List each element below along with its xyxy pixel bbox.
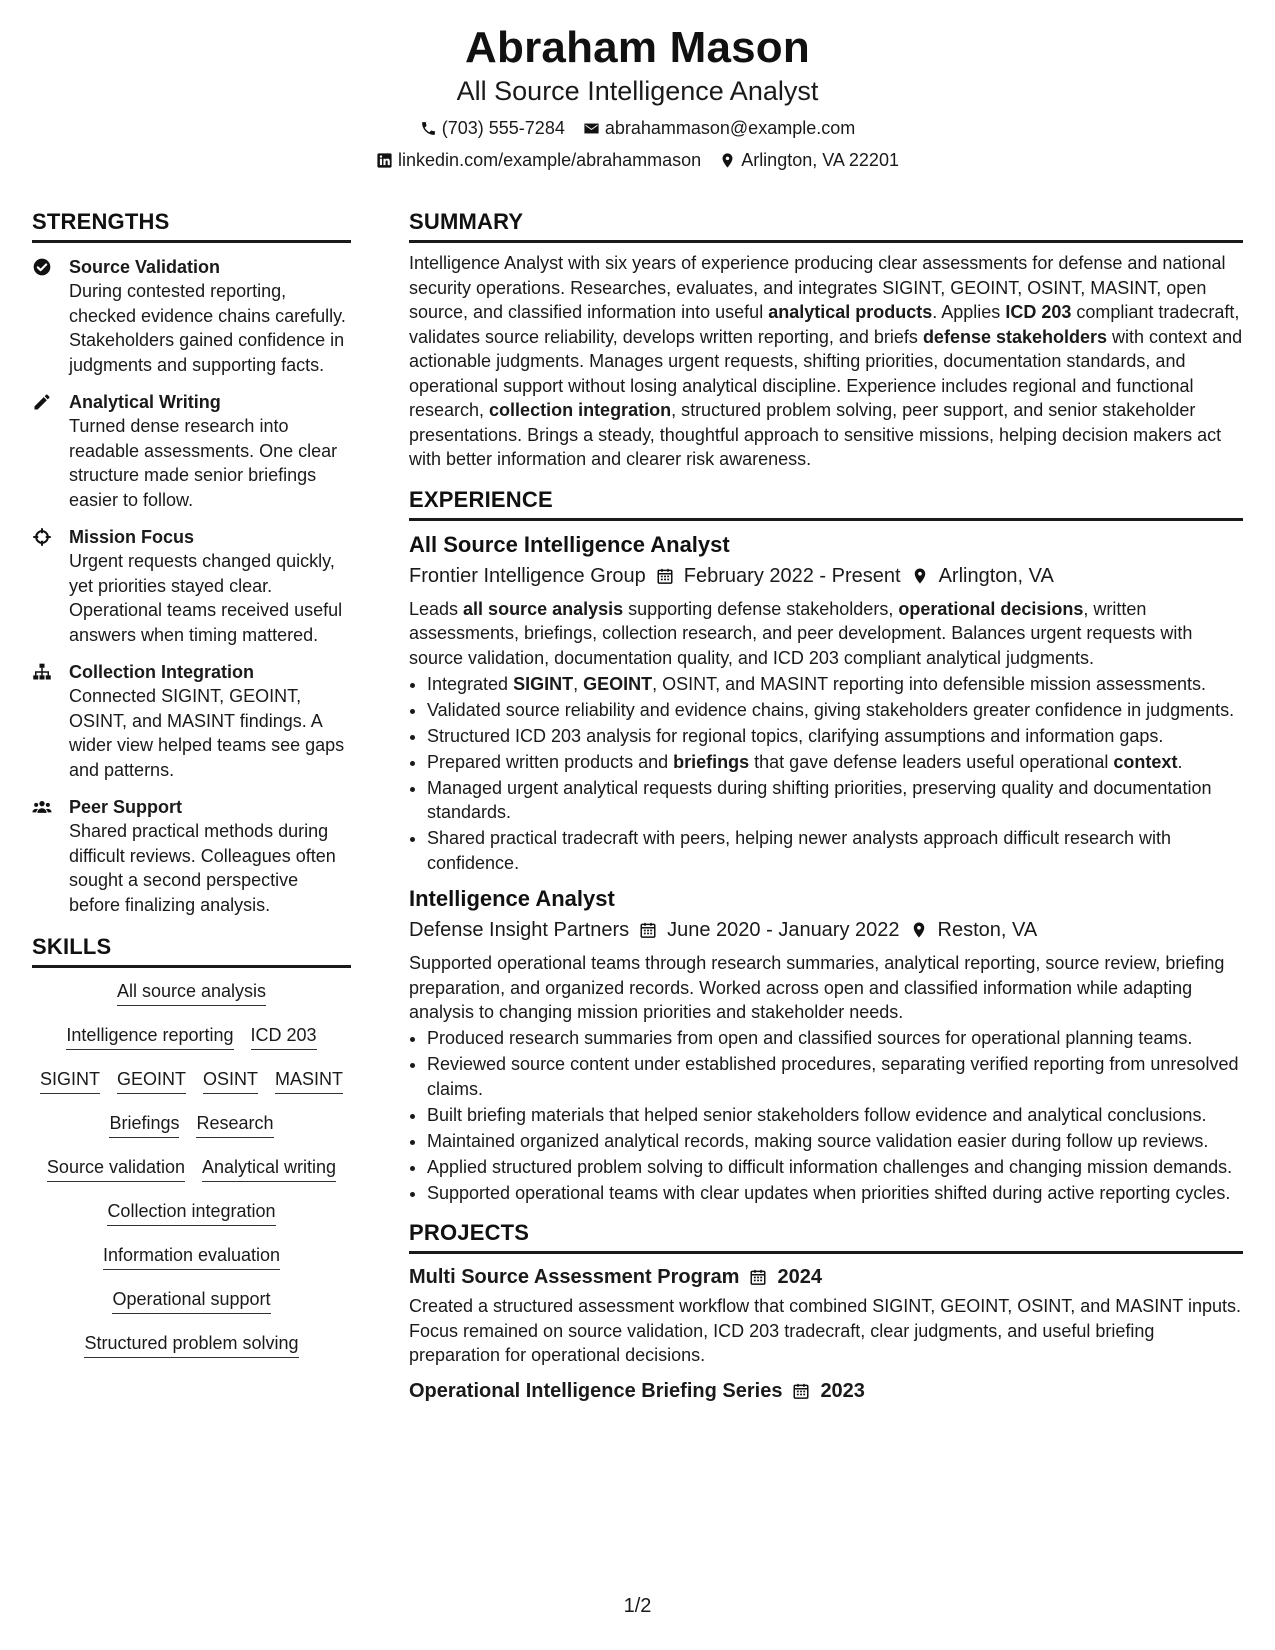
- job-entry: [409, 531, 1243, 876]
- skills-list: [32, 980, 351, 1358]
- bullet-item: [427, 1155, 1243, 1180]
- projects-heading: PROJECTS: [409, 1220, 530, 1245]
- skill-tag: Structured problem solving: [84, 1332, 298, 1358]
- project-name: Multi Source Assessment Program: [409, 1266, 740, 1288]
- project-name: Operational Intelligence Briefing Series: [409, 1379, 783, 1402]
- bold-text: briefings: [673, 751, 750, 772]
- bullet-item: [427, 1129, 1243, 1154]
- job-location: Reston, VA: [937, 919, 1038, 941]
- job-meta: [409, 563, 1243, 589]
- text-span: Applied structured problem solving to difficult information challenges and changing mission demands.: [427, 1156, 1233, 1177]
- bullet-item: [427, 1052, 1243, 1101]
- bold-text: operational decisions: [898, 598, 1084, 619]
- skills-heading: SKILLS: [32, 934, 112, 959]
- text-span: compliant tradecraft, validates source reliability, develops written reporting, and briefs: [409, 302, 1240, 347]
- candidate-title: All Source Intelligence Analyst: [456, 76, 819, 106]
- bullet-item: [427, 750, 1243, 775]
- skill-row: [32, 1332, 351, 1358]
- summary-heading: SUMMARY: [409, 209, 524, 234]
- right-column: [409, 208, 1243, 1404]
- experience-heading: EXPERIENCE: [409, 486, 553, 512]
- skill-tag: Intelligence reporting: [66, 1024, 233, 1050]
- job-description: [409, 951, 1243, 1025]
- skill-row: [32, 1156, 351, 1182]
- resume-header: [0, 22, 1275, 171]
- company-name: Frontier Intelligence Group: [409, 564, 646, 587]
- phone-text: (703) 555-7284: [441, 118, 565, 138]
- location-text: Arlington, VA 22201: [741, 150, 899, 170]
- job-bullets: [409, 1026, 1243, 1205]
- skill-row: [32, 1024, 351, 1050]
- text-span: Managed urgent analytical requests during shifting priorities, preserving quality and documentation standards.: [427, 777, 1212, 822]
- strength-desc: Urgent requests changed quickly, yet priorities stayed clear. Operational teams received useful answers when timing mattered.: [69, 551, 343, 645]
- linkedin-item: [376, 149, 701, 171]
- section-divider: [32, 965, 351, 968]
- sitemap-icon: [32, 660, 56, 682]
- skill-tag: Source validation: [47, 1156, 185, 1182]
- text-span: Shared practical tradecraft with peers, helping newer analysts approach difficult research with confidence.: [427, 828, 1172, 873]
- phone-icon: [420, 120, 437, 137]
- bullet-item: [427, 672, 1243, 697]
- text-span: , structured problem solving, peer support, and senior stakeholder presentations. Brings a steady, thoughtful approach to sensitive missions, helping decision makers act with better information and clearer risk awareness.: [409, 400, 1222, 469]
- left-column: [32, 208, 351, 1358]
- email-item: [583, 117, 855, 139]
- bullet-item: [427, 776, 1243, 825]
- bold-text: collection integration: [489, 400, 672, 420]
- text-span: Prepared written products and: [427, 751, 674, 772]
- skill-tag: All source analysis: [117, 980, 266, 1006]
- strengths-list: [32, 255, 351, 917]
- projects-list: [409, 1264, 1243, 1404]
- bold-text: all source analysis: [463, 598, 624, 619]
- text-span: , written assessments, briefings, collection research, and peer development. Balances urgent requests with source validation, documentation quality, and ICD 203 compliant analytical judgments.: [409, 598, 1193, 668]
- skill-tag: GEOINT: [117, 1068, 186, 1094]
- skill-tag: Information evaluation: [103, 1244, 280, 1270]
- job-title: Intelligence Analyst: [409, 886, 615, 911]
- crosshairs-icon: [32, 525, 56, 547]
- project-title: [409, 1264, 1243, 1290]
- bullet-item: [427, 1181, 1243, 1206]
- location-item: [719, 149, 899, 171]
- skill-tag: MASINT: [275, 1068, 343, 1094]
- skill-tag: OSINT: [203, 1068, 258, 1094]
- text-span: . Applies: [932, 302, 1006, 322]
- bullet-item: [427, 826, 1243, 875]
- company-name: Defense Insight Partners: [409, 919, 630, 941]
- page-number: 1/2: [623, 1595, 652, 1617]
- job-dates: June 2020 - January 2022: [667, 919, 900, 941]
- project-title: [409, 1378, 1243, 1404]
- text-span: Integrated: [427, 673, 514, 694]
- strength-item: [32, 660, 351, 782]
- strength-item: [32, 390, 351, 512]
- job-meta: [409, 917, 1243, 943]
- summary-text: [409, 251, 1243, 472]
- skill-tag: SIGINT: [40, 1068, 100, 1094]
- text-span: Structured ICD 203 analysis for regional topics, clarifying assumptions and information gaps.: [427, 725, 1164, 746]
- strength-desc: During contested reporting, checked evidence chains carefully. Stakeholders gained confidence in judgments and supporting facts.: [69, 281, 346, 375]
- map-marker-icon: [911, 567, 929, 585]
- jobs-list: [409, 531, 1243, 1206]
- text-span: .: [1177, 751, 1183, 772]
- users-icon: [32, 795, 56, 817]
- job-entry: [409, 885, 1243, 1205]
- skill-tag: ICD 203: [251, 1024, 317, 1050]
- strength-title: Collection Integration: [69, 662, 255, 682]
- section-divider: [409, 240, 1243, 243]
- candidate-name: Abraham Mason: [465, 23, 810, 72]
- map-marker-icon: [910, 921, 928, 939]
- skill-tag: Research: [196, 1112, 273, 1138]
- strength-item: [32, 795, 351, 917]
- text-span: Leads: [409, 598, 464, 619]
- project-year: 2024: [777, 1266, 822, 1288]
- contact-row-2: [0, 149, 1275, 171]
- skill-row: [32, 1112, 351, 1138]
- skill-row: [32, 1200, 351, 1226]
- strength-desc: Turned dense research into readable assessments. One clear structure made senior briefings easier to follow.: [69, 416, 338, 510]
- bullet-item: [427, 1103, 1243, 1128]
- text-span: ,: [573, 673, 584, 694]
- skill-tag: Operational support: [112, 1288, 270, 1314]
- job-dates: February 2022 - Present: [683, 564, 901, 587]
- text-span: , OSINT, and MASINT reporting into defensible mission assessments.: [652, 673, 1207, 694]
- calendar-icon: [749, 1268, 767, 1286]
- linkedin-icon: [376, 152, 393, 169]
- strength-title: Peer Support: [69, 797, 183, 817]
- job-bullets: [409, 672, 1243, 876]
- bullet-item: [427, 724, 1243, 749]
- skill-tag: Analytical writing: [202, 1156, 336, 1182]
- bold-text: SIGINT: [513, 673, 574, 694]
- skill-row: [32, 1288, 351, 1314]
- section-divider: [409, 1251, 1243, 1254]
- job-title: All Source Intelligence Analyst: [409, 531, 730, 557]
- text-span: Produced research summaries from open and classified sources for operational planning teams.: [427, 1028, 1193, 1048]
- text-span: Built briefing materials that helped senior stakeholders follow evidence and analytical conclusions.: [427, 1104, 1207, 1125]
- project-description: Created a structured assessment workflow that combined SIGINT, GEOINT, OSINT, and MASINT inputs. Focus remained on source validation, ICD 203 tradecraft, clear judgments, and useful briefing preparation for operational decisions.: [409, 1296, 1241, 1365]
- text-span: that gave defense leaders useful operational: [749, 751, 1114, 772]
- envelope-icon: [583, 120, 600, 137]
- email-text[interactable]: abrahammason@example.com: [604, 118, 856, 138]
- phone-item: [420, 117, 565, 139]
- bold-text: defense stakeholders: [922, 326, 1108, 347]
- text-span: Supported operational teams through research summaries, analytical reporting, source review, briefing preparation, and organized records. Worked across open and classified information while adapting analysis to changing mission priorities and stakeholder needs.: [409, 953, 1225, 1022]
- map-marker-icon: [719, 152, 736, 169]
- text-span: Validated source reliability and evidence chains, giving stakeholders greater confidence in judgments.: [427, 699, 1235, 720]
- section-divider: [32, 240, 351, 243]
- bullet-item: [427, 1026, 1243, 1051]
- text-span: Supported operational teams with clear updates when priorities shifted during active reporting cycles.: [427, 1182, 1231, 1203]
- calendar-icon: [656, 567, 674, 585]
- text-span: Intelligence Analyst with six years of experience producing clear assessments for defense and national security operations. Researches, evaluates, and integrates SIGINT, GEOINT, OSINT, MASINT, open source, and classified information into useful: [409, 253, 1226, 322]
- skill-tag: Collection integration: [107, 1200, 275, 1226]
- contact-row-1: [0, 117, 1275, 139]
- text-span: with context and actionable judgments. Manages urgent requests, shifting priorities, documentation standards, and operational support without losing analytical discipline. Experience includes regional and functional research,: [409, 326, 1243, 420]
- job-location: Arlington, VA: [938, 564, 1054, 587]
- text-span: Reviewed source content under established procedures, separating verified reporting from unresolved claims.: [427, 1054, 1239, 1099]
- skill-row: [32, 980, 351, 1006]
- strengths-heading: STRENGTHS: [32, 209, 170, 234]
- strength-title: Source Validation: [69, 257, 221, 277]
- bold-text: context: [1113, 751, 1178, 772]
- bold-text: GEOINT: [583, 673, 653, 694]
- bold-text: ICD 203: [1005, 302, 1072, 322]
- check-circle-icon: [32, 255, 56, 277]
- linkedin-text[interactable]: linkedin.com/example/abrahammason: [398, 150, 702, 170]
- strength-item: [32, 255, 351, 377]
- calendar-icon: [639, 921, 657, 939]
- job-description: [409, 597, 1243, 671]
- calendar-icon: [792, 1382, 810, 1400]
- text-span: supporting defense stakeholders,: [623, 598, 899, 619]
- strength-title: Mission Focus: [69, 527, 195, 547]
- text-span: Maintained organized analytical records, making source validation easier during follow up reviews.: [427, 1130, 1209, 1151]
- skill-tag: Briefings: [109, 1112, 179, 1138]
- project-year: 2023: [820, 1379, 865, 1402]
- bullet-item: [427, 698, 1243, 723]
- pencil-icon: [32, 390, 56, 412]
- strength-desc: Shared practical methods during difficult reviews. Colleagues often sought a second perspective before finalizing analysis.: [69, 821, 336, 915]
- skill-row: [32, 1244, 351, 1270]
- section-divider: [409, 518, 1243, 521]
- bold-text: analytical products: [768, 302, 933, 322]
- strength-item: [32, 525, 351, 647]
- strength-title: Analytical Writing: [69, 392, 221, 412]
- strength-desc: Connected SIGINT, GEOINT, OSINT, and MASINT findings. A wider view helped teams see gaps and patterns.: [69, 686, 345, 780]
- skill-row: [32, 1068, 351, 1094]
